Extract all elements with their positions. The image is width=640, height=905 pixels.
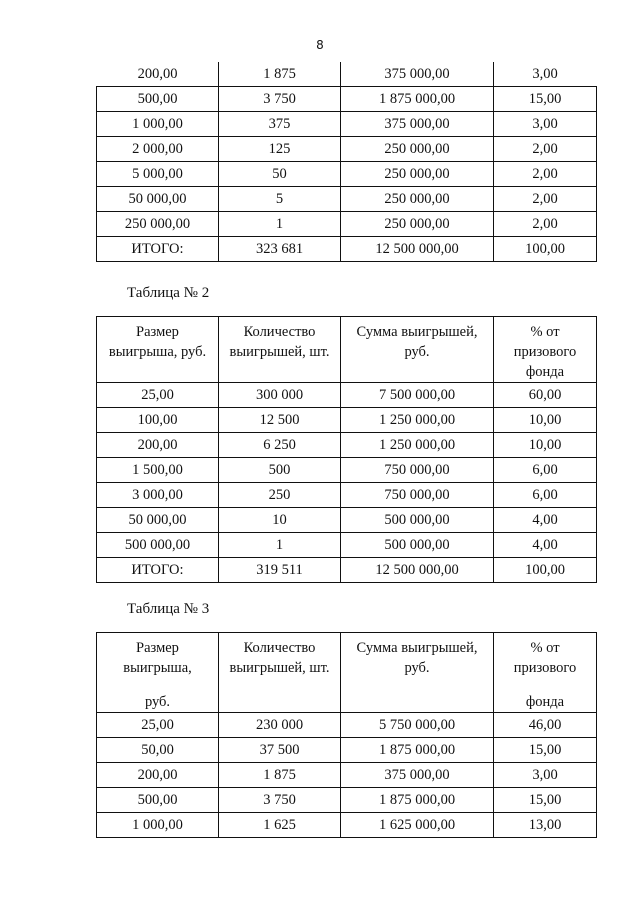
table-row	[97, 813, 597, 838]
prize-sum-cell: 1 625 000,00	[341, 813, 494, 838]
fund-percent-cell: 2,00	[494, 187, 597, 212]
prize-size-cell: ИТОГО:	[97, 558, 219, 583]
prize-sum-cell: 500 000,00	[341, 508, 494, 533]
fund-percent-cell: 15,00	[494, 788, 597, 813]
prize-size-cell: 5 000,00	[97, 162, 219, 187]
header-prize-size	[97, 633, 219, 713]
prize-size-cell: 25,00	[97, 713, 219, 738]
table-row	[97, 408, 597, 433]
table-row	[97, 112, 597, 137]
prize-count-cell: 1	[219, 212, 341, 237]
table-row	[97, 383, 597, 408]
fund-percent-cell: 6,00	[494, 483, 597, 508]
fund-percent-cell: 13,00	[494, 813, 597, 838]
prize-size-cell: 50 000,00	[97, 508, 219, 533]
table-row	[97, 788, 597, 813]
table-caption: Таблица № 3	[127, 601, 210, 617]
table-row	[97, 62, 597, 87]
header-prize-sum: Сумма выигрышей, руб.	[341, 317, 494, 383]
prize-count-cell: 6 250	[219, 433, 341, 458]
prize-sum-cell: 750 000,00	[341, 483, 494, 508]
table-row	[97, 458, 597, 483]
fund-percent-cell: 2,00	[494, 212, 597, 237]
fund-percent-cell: 3,00	[494, 763, 597, 788]
fund-percent-cell: 10,00	[494, 408, 597, 433]
table-row	[97, 763, 597, 788]
table-row	[97, 237, 597, 262]
table-caption: Таблица № 2	[127, 285, 210, 301]
prize-count-cell: 230 000	[219, 713, 341, 738]
prize-sum-cell: 375 000,00	[341, 763, 494, 788]
header-prize-count: Количество выигрышей, шт.	[219, 633, 341, 713]
prize-size-cell: 1 500,00	[97, 458, 219, 483]
header-prize-sum: Сумма выигрышей, руб.	[341, 633, 494, 713]
prize-count-cell: 5	[219, 187, 341, 212]
prize-count-cell: 1 625	[219, 813, 341, 838]
header-prize-count: Количество выигрышей, шт.	[219, 317, 341, 383]
prize-count-cell: 500	[219, 458, 341, 483]
prize-count-cell: 1 875	[219, 62, 341, 87]
prize-sum-cell: 250 000,00	[341, 137, 494, 162]
table-row	[97, 713, 597, 738]
fund-percent-cell: 15,00	[494, 87, 597, 112]
fund-percent-cell: 60,00	[494, 383, 597, 408]
fund-percent-cell: 10,00	[494, 433, 597, 458]
table-row	[97, 137, 597, 162]
prize-count-cell: 50	[219, 162, 341, 187]
prize-sum-cell: 12 500 000,00	[341, 237, 494, 262]
prize-count-cell: 250	[219, 483, 341, 508]
fund-percent-cell: 100,00	[494, 558, 597, 583]
prize-size-cell: 50 000,00	[97, 187, 219, 212]
prize-count-cell: 375	[219, 112, 341, 137]
header-fund-percent-bottom: фонда	[525, 694, 565, 710]
table-row	[97, 212, 597, 237]
table-row	[97, 483, 597, 508]
prize-sum-cell: 375 000,00	[341, 112, 494, 137]
prize-size-cell: 250 000,00	[97, 212, 219, 237]
prize-count-cell: 319 511	[219, 558, 341, 583]
fund-percent-cell: 46,00	[494, 713, 597, 738]
table-row	[97, 187, 597, 212]
prize-size-cell: ИТОГО:	[97, 237, 219, 262]
header-prize-size: Размер выигрыша, руб.	[97, 317, 219, 383]
prize-count-cell: 3 750	[219, 788, 341, 813]
prize-sum-cell: 5 750 000,00	[341, 713, 494, 738]
table-row	[97, 433, 597, 458]
prize-size-cell: 500 000,00	[97, 533, 219, 558]
fund-percent-cell: 4,00	[494, 508, 597, 533]
prize-size-cell: 200,00	[97, 62, 219, 87]
prize-table-continuation	[96, 62, 597, 262]
header-fund-percent: % от призового фонда	[494, 317, 597, 383]
table-row	[97, 508, 597, 533]
prize-count-cell: 12 500	[219, 408, 341, 433]
header-fund-percent-top: % от призового	[513, 640, 577, 676]
prize-sum-cell: 750 000,00	[341, 458, 494, 483]
table-row	[97, 558, 597, 583]
fund-percent-cell: 4,00	[494, 533, 597, 558]
fund-percent-cell: 15,00	[494, 738, 597, 763]
table-row	[97, 162, 597, 187]
prize-count-cell: 1	[219, 533, 341, 558]
prize-sum-cell: 250 000,00	[341, 212, 494, 237]
prize-count-cell: 3 750	[219, 87, 341, 112]
header-prize-size-top: Размер выигрыша,	[123, 640, 192, 676]
header-fund-percent	[494, 633, 597, 713]
prize-sum-cell: 12 500 000,00	[341, 558, 494, 583]
prize-sum-cell: 250 000,00	[341, 162, 494, 187]
prize-sum-cell: 1 875 000,00	[341, 738, 494, 763]
fund-percent-cell: 2,00	[494, 162, 597, 187]
prize-size-cell: 100,00	[97, 408, 219, 433]
fund-percent-cell: 3,00	[494, 112, 597, 137]
prize-count-cell: 37 500	[219, 738, 341, 763]
prize-sum-cell: 375 000,00	[341, 62, 494, 87]
prize-size-cell: 3 000,00	[97, 483, 219, 508]
prize-count-cell: 10	[219, 508, 341, 533]
table-row	[97, 738, 597, 763]
prize-size-cell: 50,00	[97, 738, 219, 763]
prize-size-cell: 2 000,00	[97, 137, 219, 162]
header-prize-size-bottom: руб.	[144, 694, 171, 710]
prize-table-2	[96, 316, 597, 583]
fund-percent-cell: 3,00	[494, 62, 597, 87]
prize-size-cell: 25,00	[97, 383, 219, 408]
table-row	[97, 87, 597, 112]
prize-count-cell: 300 000	[219, 383, 341, 408]
prize-sum-cell: 7 500 000,00	[341, 383, 494, 408]
prize-sum-cell: 1 875 000,00	[341, 87, 494, 112]
fund-percent-cell: 100,00	[494, 237, 597, 262]
prize-sum-cell: 1 250 000,00	[341, 408, 494, 433]
table-row	[97, 533, 597, 558]
prize-count-cell: 323 681	[219, 237, 341, 262]
prize-sum-cell: 250 000,00	[341, 187, 494, 212]
prize-size-cell: 1 000,00	[97, 112, 219, 137]
prize-sum-cell: 1 250 000,00	[341, 433, 494, 458]
prize-size-cell: 500,00	[97, 87, 219, 112]
prize-sum-cell: 1 875 000,00	[341, 788, 494, 813]
prize-size-cell: 1 000,00	[97, 813, 219, 838]
page-number: 8	[316, 38, 324, 52]
prize-size-cell: 200,00	[97, 433, 219, 458]
fund-percent-cell: 2,00	[494, 137, 597, 162]
prize-count-cell: 1 875	[219, 763, 341, 788]
prize-size-cell: 500,00	[97, 788, 219, 813]
prize-sum-cell: 500 000,00	[341, 533, 494, 558]
prize-count-cell: 125	[219, 137, 341, 162]
fund-percent-cell: 6,00	[494, 458, 597, 483]
prize-size-cell: 200,00	[97, 763, 219, 788]
prize-table-3	[96, 632, 597, 838]
